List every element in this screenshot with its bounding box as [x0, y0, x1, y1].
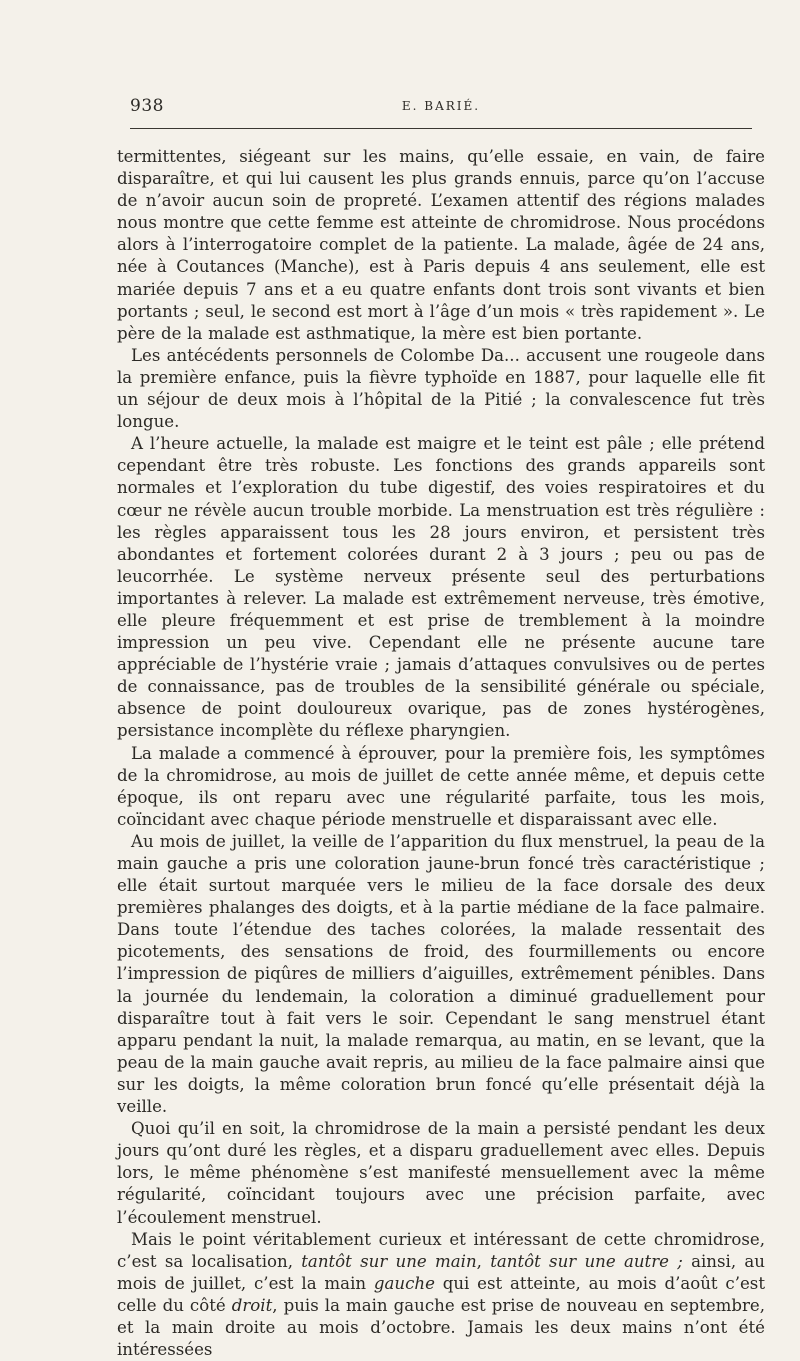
italic-text: droit — [231, 1295, 273, 1315]
text-run: , — [476, 1251, 491, 1271]
italic-text: tantôt sur une autre ; — [490, 1251, 683, 1271]
page-number: 938 — [130, 96, 164, 116]
header-rule — [130, 128, 752, 129]
paragraph: A l’heure actuelle, la malade est maigre et le teint est pâle ; elle prétend cependant être très robuste. Les fonctions des grands appareils sont normales et l’exploration du tube digestif, des voies respiratoires et du cœur ne révèle aucun trouble morbide. La menstruation est très régulière : les règles apparaissent tous les 28 jours environ, et persistent très abondantes et fortement colorées durant 2 à 3 jours ; peu ou pas de leucorrhée. Le système nerveux présente seul des perturbations importantes à relever. La malade est extrêmement nerveuse, très émotive, elle pleure fréquemment et est prise de tremblement à la moindre impression un peu vive. Cependant elle ne présente aucune tare appréciable de l’hystérie vraie ; jamais d’attaques convulsives ou de pertes de connaissance, pas de troubles de la sensibilité générale ou spéciale, absence de point douloureux ovarique, pas de zones hystérogènes, persistance incomplète du réflexe pharyngien. — [117, 434, 765, 741]
italic-text: tantôt sur une main — [301, 1251, 477, 1271]
paragraph: Quoi qu’il en soit, la chromidrose de la main a persisté pendant les deux jours qu’ont duré les règles, et a disparu graduellement avec elles. Depuis lors, le même phénomène s’est manifesté mensuellement avec la même régularité, coïncidant toujours avec une précision parfaite, avec l’écoulement menstruel. — [117, 1119, 765, 1227]
text-run: , puis la main gauche est prise de nouveau en septembre, et la main droite au mois d’octobre. Jamais les deux mains n’ont été intéressées — [117, 1295, 765, 1360]
body-text — [117, 146, 765, 1361]
paragraph: Les antécédents personnels de Colombe Da... accusent une rougeole dans la première enfance, puis la fièvre typhoïde en 1887, pour laquelle elle fit un séjour de deux mois à l’hôpital de la Pitié ; la convalescence fut très longue. — [117, 345, 765, 432]
paragraph: termittentes, siégeant sur les mains, qu’elle essaie, en vain, de faire disparaître, et qui lui causent les plus grands ennuis, parce qu’on l’accuse de n’avoir aucun soin de propreté. L’examen attentif des régions malades nous montre que cette femme est atteinte de chromidrose. Nous procédons alors à l’interrogatoire complet de la patiente. La malade, âgée de 24 ans, née à Coutances (Manche), est à Paris depuis 4 ans seulement, elle est mariée depuis 7 ans et a eu quatre enfants dont trois sont vivants et bien portants ; seul, le second est mort à l’âge d’un mois « très rapidement ». Le père de la malade est asthmatique, la mère est bien portante. — [117, 147, 765, 343]
text-run: Mais le point véritablement curieux et intéressant de cette chromidrose, c’est sa localisation, — [117, 1229, 765, 1271]
running-head: E. BARIÉ. — [401, 99, 481, 113]
paragraph: Au mois de juillet, la veille de l’apparition du flux menstruel, la peau de la main gauche a pris une coloration jaune-brun foncé très caractéristique ; elle était surtout marquée vers le milieu de la face dorsale des deux premières phalanges des doigts, et à la partie médiane de la face palmaire. Dans toute l’étendue des taches colorées, la malade ressentait des picotements, des sensations de froid, des fourmillements ou encore l’impression de piqûres de milliers d’aiguilles, extrêmement pénibles. Dans la journée du lendemain, la coloration a diminué graduellement pour disparaître tout à fait vers le soir. Cependant le sang menstruel étant apparu pendant la nuit, la malade remarqua, au matin, en se levant, que la peau de la main gauche avait repris, au milieu de la face palmaire ainsi que sur les doigts, la même coloration brun foncé qu’elle présentait déjà la veille. — [117, 831, 765, 1117]
text-run: ainsi, au mois de juillet, c’est la main — [117, 1251, 765, 1293]
paragraph — [117, 1229, 765, 1361]
text-run: qui est atteinte, au mois d’août c’est celle du côté — [117, 1273, 765, 1315]
paragraph: La malade a commencé à éprouver, pour la première fois, les symptômes de la chromidrose, au mois de juillet de cette année même, et depuis cette époque, ils ont reparu avec une régularité parfaite, tous les mois, coïncidant avec chaque période menstruelle et disparaissant avec elle. — [117, 743, 765, 829]
italic-text: gauche — [373, 1273, 435, 1293]
page-header — [130, 96, 752, 122]
